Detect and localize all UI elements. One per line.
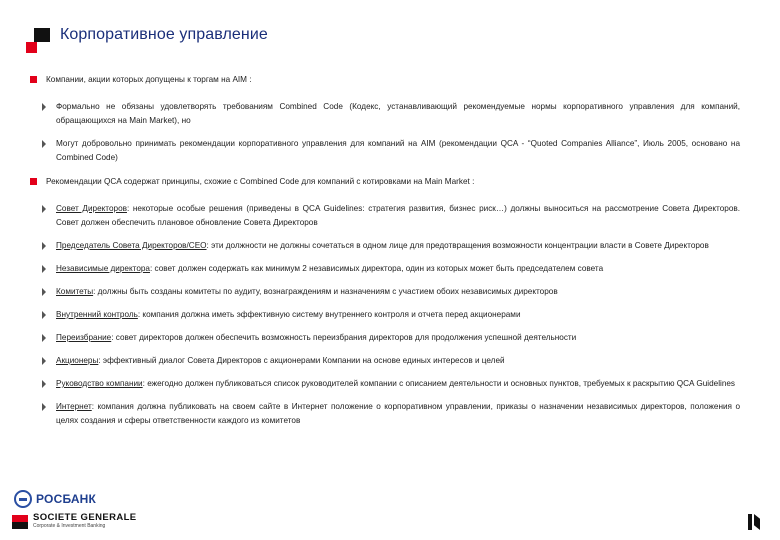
bullet-triangle-icon bbox=[42, 103, 46, 111]
list-item: Председатель Совета Директоров/CEO: эти должности не должны сочетаться в одном лице для предотвращения возможности концентрации власти в Совете Директоров bbox=[30, 239, 740, 253]
societe-generale-logo bbox=[12, 513, 137, 530]
bullet-triangle-icon bbox=[42, 140, 46, 148]
item-label: Председатель Совета Директоров/CEO bbox=[56, 241, 207, 250]
content-body bbox=[30, 73, 740, 438]
sg-name: SOCIETE GENERALE bbox=[33, 512, 137, 523]
item-label: Переизбрание bbox=[56, 333, 112, 342]
list-item: Акционеры: эффективный диалог Совета Директоров с акционерами Компании на основе единых интересов и целей bbox=[30, 354, 740, 368]
list-item: Совет Директоров: некоторые особые решения (приведены в QCA Guidelines: стратегия развития, бизнес риск…) должны выноситься на рассмотрение Совета Директоров. Совет должен обеспечить плановое обновление Совета Директоров bbox=[30, 202, 740, 230]
list-item: Внутренний контроль: компания должна иметь эффективную систему внутреннего контроля и отчета перед акционерами bbox=[30, 308, 740, 322]
list-item: Могут добровольно принимать рекомендации корпоративного управления для компаний на AIM (рекомендации QCA - “Quoted Companies Alliance”, Июль 2005, основано на Combined Code) bbox=[30, 137, 740, 165]
bullet-square-icon bbox=[30, 178, 37, 185]
sg-flag-icon bbox=[12, 515, 28, 529]
corner-brand-mark bbox=[748, 514, 760, 530]
bullet-triangle-icon bbox=[42, 334, 46, 342]
bullet-triangle-icon bbox=[42, 311, 46, 319]
list-item: Переизбрание: совет директоров должен обеспечить возможность переизбрания директоров для продолжения успешной деятельности bbox=[30, 331, 740, 345]
item-label: Внутренний контроль bbox=[56, 310, 138, 319]
item-label: Независимые директора bbox=[56, 264, 150, 273]
bullet-triangle-icon bbox=[42, 403, 46, 411]
bullet-triangle-icon bbox=[42, 205, 46, 213]
item-label: Акционеры bbox=[56, 356, 99, 365]
list-item: Формально не обязаны удовлетворять требованиям Combined Code (Кодекс, устанавливающий рекомендуемые нормы корпоративного управления для компаний, обращающихся на Main Market), но bbox=[30, 100, 740, 128]
corner-logo-mark bbox=[26, 28, 50, 52]
bullet-triangle-icon bbox=[42, 357, 46, 365]
rosbank-logo bbox=[14, 490, 96, 508]
item-label: Совет Директоров bbox=[56, 204, 127, 213]
section-heading: Рекомендации QCA содержат принципы, схожие с Combined Code для компаний с котировками на Main Market : bbox=[30, 175, 740, 189]
section-heading: Компании, акции которых допущены к торгам на AIM : bbox=[30, 73, 740, 87]
item-label: Интернет bbox=[56, 402, 92, 411]
rosbank-name: РОСБАНК bbox=[36, 492, 97, 506]
section-aim bbox=[30, 73, 740, 165]
list-item: Независимые директора: совет должен содержать как минимум 2 независимых директора, один из которых может быть председателем совета bbox=[30, 262, 740, 276]
bullet-triangle-icon bbox=[42, 265, 46, 273]
bullet-triangle-icon bbox=[42, 288, 46, 296]
bullet-triangle-icon bbox=[42, 380, 46, 388]
page-title: Корпоративное управление bbox=[60, 26, 268, 43]
list-item: Интернет: компания должна публиковать на своем сайте в Интернет положение о корпоративном управлении, приказы о назначении независимых директоров, положения о целях создания и сферы ответственности каждого из комитетов bbox=[30, 400, 740, 428]
section-qca bbox=[30, 175, 740, 428]
bullet-square-icon bbox=[30, 76, 37, 83]
globe-icon bbox=[14, 490, 32, 508]
sg-subtitle: Corporate & Investment Banking bbox=[33, 523, 106, 529]
list-item: Комитеты: должны быть созданы комитеты по аудиту, вознаграждениям и назначениям с участием обоих независимых директоров bbox=[30, 285, 740, 299]
item-label: Комитеты bbox=[56, 287, 94, 296]
item-label: Руководство компании bbox=[56, 379, 143, 388]
bullet-triangle-icon bbox=[42, 242, 46, 250]
list-item: Руководство компании: ежегодно должен публиковаться список руководителей компании с описанием деятельности и основных пунктов, требуемых к раскрытию QCA Guidelines bbox=[30, 377, 740, 391]
